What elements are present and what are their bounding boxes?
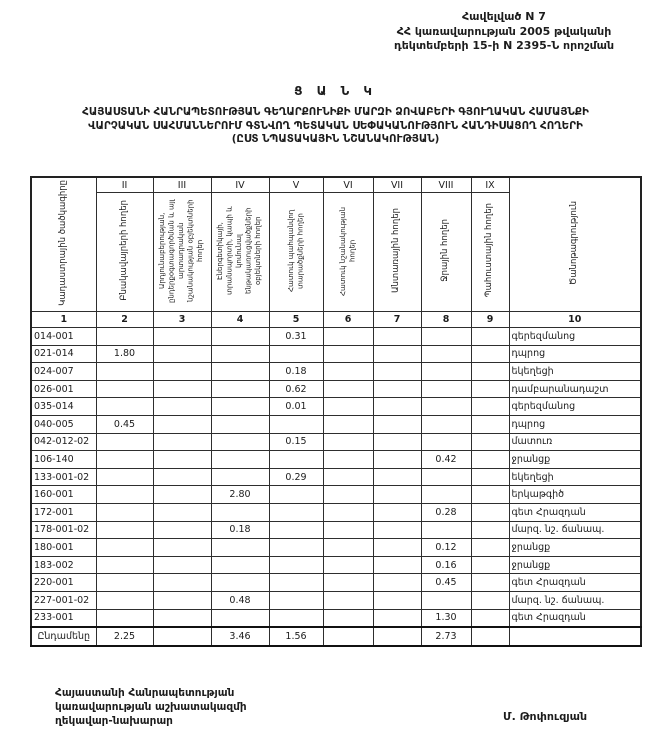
cadastral-code-cell: 133-001-02 [31,468,96,486]
roman-vii: VII [373,177,421,193]
decree-line: ՀՀ կառավարության 2005 թվականի [396,24,612,38]
value-cell-col-3 [153,363,211,381]
value-cell-col-2 [96,363,153,381]
value-cell-col-4 [211,574,269,592]
value-cell-col-6 [323,591,373,609]
value-cell-col-8: 0.12 [421,539,471,557]
value-cell-col-9 [471,433,509,451]
value-cell-col-4 [211,609,269,627]
note-header-label: Ծանոթագրություն [569,200,580,286]
cadastral-code-cell: 183-002 [31,556,96,574]
value-cell-col-9 [471,451,509,469]
value-cell-col-4 [211,539,269,557]
header-protected-lands: Հատուկ պահպանվող տարածքների հողեր [269,193,323,312]
note-cell: ջրանցք [509,451,641,469]
signatory-line-1: Հայաստանի Հանրապետության [55,687,235,699]
table-row [31,380,641,398]
header-reserve-lands: Պահուստային հողեր [471,193,509,312]
roman-iv: IV [211,177,269,193]
value-cell-col-2 [96,591,153,609]
value-cell-col-3 [153,503,211,521]
value-cell-col-9 [471,521,509,539]
col-num-3: 3 [153,312,211,328]
table-row [31,345,641,363]
value-cell-col-7 [373,556,421,574]
value-cell-col-6 [323,328,373,346]
note-cell: գետ Հրազդան [509,609,641,627]
roman-numeral-row [31,177,641,193]
signatory-title-block [55,686,247,729]
header-water-lands: Ջրային հողեր [421,193,471,312]
value-cell-col-9 [471,591,509,609]
col-num-10: 10 [509,312,641,328]
value-cell-col-2: 0.45 [96,415,153,433]
note-cell: ջրանցք [509,539,641,557]
header-special-purpose-lands: Հատուկ նշանակության հողեր [323,193,373,312]
table-row [31,363,641,381]
value-cell-col-5 [269,556,323,574]
header-note-column [509,177,641,312]
table-row [31,398,641,416]
value-cell-col-4 [211,556,269,574]
header-industrial-lands: Արդյունաբերության, ընդերքօգտագործման և այլ արտադրական նշանակության օբյեկտների հողեր [153,193,211,312]
cadastral-code-cell: 106-140 [31,451,96,469]
value-cell-col-4 [211,345,269,363]
value-cell-col-8: 0.45 [421,574,471,592]
value-cell-col-4 [211,503,269,521]
table-row [31,609,641,627]
note-cell: մարզ. նշ. ճանապ. [509,521,641,539]
note-cell: ջրանցք [509,556,641,574]
value-cell-col-2 [96,468,153,486]
value-cell-col-5: 0.18 [269,363,323,381]
value-cell-col-4: 3.46 [211,627,269,646]
value-cell-col-4 [211,380,269,398]
value-cell-col-5 [269,345,323,363]
value-cell-col-2 [96,574,153,592]
value-cell-col-2 [96,328,153,346]
value-cell-col-8 [421,345,471,363]
value-cell-col-3 [153,451,211,469]
value-cell-col-3 [153,521,211,539]
appendix-number: Հավելված N 7 [462,10,546,23]
table-row [31,415,641,433]
note-cell [509,627,641,646]
value-cell-col-3 [153,539,211,557]
table-row [31,556,641,574]
note-cell: եկեղեցի [509,363,641,381]
table-row [31,451,641,469]
value-cell-col-9 [471,556,509,574]
value-cell-col-6 [323,521,373,539]
table-row [31,574,641,592]
value-cell-col-2 [96,521,153,539]
document-title [12,84,659,147]
cadastral-code-cell: 227-001-02 [31,591,96,609]
note-cell: գետ Հրազդան [509,503,641,521]
value-cell-col-6 [323,398,373,416]
value-cell-col-6 [323,539,373,557]
value-cell-col-5 [269,574,323,592]
signatory-line-2: կառավարության աշխատակազմի [55,701,247,714]
value-cell-col-2 [96,451,153,469]
value-cell-col-3 [153,556,211,574]
value-cell-col-8 [421,328,471,346]
total-label-cell: Ընդամենը [31,627,96,646]
value-cell-col-8 [421,468,471,486]
note-cell: գետ Հրազդան [509,574,641,592]
value-cell-col-7 [373,468,421,486]
value-cell-col-6 [323,574,373,592]
cadastral-code-cell: 021-014 [31,345,96,363]
title-line-1: ՀԱՅԱՍՏԱՆԻ ՀԱՆՐԱՊԵՏՈՒԹՅԱՆ ԳԵՂԱՐՔՈՒՆԻՔԻ ՄԱՐԶԻ ՁՈՎԱԲԵՐԻ ԳՅՈՒՂԱԿԱՆ ՀԱՄԱՅՆՔԻ [82,106,589,118]
value-cell-col-4 [211,363,269,381]
title-line-3: (ԸՍՏ ՆՊԱՏԱԿԱՅԻՆ ՆՇԱՆԱԿՈՒԹՅԱՆ) [231,133,440,146]
value-cell-col-3 [153,627,211,646]
value-cell-col-2: 1.80 [96,345,153,363]
value-cell-col-6 [323,503,373,521]
cadastral-code-cell: 180-001 [31,539,96,557]
value-cell-col-6 [323,627,373,646]
cadastral-code-cell: 040-005 [31,415,96,433]
col-num-4: 4 [211,312,269,328]
value-cell-col-8 [421,398,471,416]
value-cell-col-6 [323,363,373,381]
signatory-line-3: ղեկավար-նախարար [55,715,173,728]
cadastral-code-cell: 014-001 [31,328,96,346]
roman-vi: VI [323,177,373,193]
note-cell: դպրոց [509,345,641,363]
cadastral-code-cell: 233-001 [31,609,96,627]
value-cell-col-9 [471,363,509,381]
table-row [31,328,641,346]
value-cell-col-9 [471,345,509,363]
cadastral-code-cell: 172-001 [31,503,96,521]
value-cell-col-3 [153,398,211,416]
value-cell-col-9 [471,609,509,627]
value-cell-col-5 [269,591,323,609]
value-cell-col-2 [96,398,153,416]
value-cell-col-6 [323,433,373,451]
col-num-5: 5 [269,312,323,328]
col-num-8: 8 [421,312,471,328]
value-cell-col-9 [471,328,509,346]
value-cell-col-2 [96,556,153,574]
value-cell-col-5 [269,486,323,504]
value-cell-col-2 [96,433,153,451]
value-cell-col-8 [421,486,471,504]
header-settlement-lands: Բնակավայրերի հողեր [96,193,153,312]
value-cell-col-9 [471,380,509,398]
value-cell-col-4: 0.48 [211,591,269,609]
col-num-7: 7 [373,312,421,328]
table-row [31,486,641,504]
value-cell-col-4 [211,398,269,416]
table-row [31,591,641,609]
appendix-reference [348,10,660,54]
value-cell-col-8: 1.30 [421,609,471,627]
value-cell-col-2 [96,486,153,504]
note-cell: մատուռ [509,433,641,451]
value-cell-col-3 [153,328,211,346]
value-cell-col-3 [153,574,211,592]
value-cell-col-8: 0.42 [421,451,471,469]
col-num-1: 1 [31,312,96,328]
value-cell-col-8 [421,415,471,433]
table-row [31,468,641,486]
value-cell-col-8 [421,521,471,539]
table-row [31,433,641,451]
value-cell-col-4 [211,468,269,486]
value-cell-col-7 [373,328,421,346]
value-cell-col-6 [323,556,373,574]
value-cell-col-5: 0.01 [269,398,323,416]
roman-ix: IX [471,177,509,193]
cadastral-code-cell: 026-001 [31,380,96,398]
col-num-6: 6 [323,312,373,328]
header-forest-lands: Անտառային հողեր [373,193,421,312]
col-num-2: 2 [96,312,153,328]
value-cell-col-2 [96,503,153,521]
cadastral-code-cell: 178-001-02 [31,521,96,539]
table-row [31,521,641,539]
value-cell-col-6 [323,486,373,504]
value-cell-col-3 [153,468,211,486]
value-cell-col-2 [96,539,153,557]
value-cell-col-8 [421,433,471,451]
table-total-row [31,627,641,646]
value-cell-col-9 [471,503,509,521]
value-cell-col-7 [373,591,421,609]
value-cell-col-7 [373,380,421,398]
note-cell: գերեզմանոց [509,398,641,416]
value-cell-col-9 [471,539,509,557]
value-cell-col-5 [269,521,323,539]
value-cell-col-6 [323,468,373,486]
cadastral-code-cell: 220-001 [31,574,96,592]
value-cell-col-7 [373,345,421,363]
value-cell-col-6 [323,451,373,469]
value-cell-col-8 [421,591,471,609]
land-table [30,176,642,647]
value-cell-col-7 [373,451,421,469]
signature-name: Մ. Թոփուզյան [503,710,588,723]
value-cell-col-5 [269,609,323,627]
table-row [31,503,641,521]
value-cell-col-3 [153,415,211,433]
value-cell-col-8 [421,380,471,398]
title-line-2: ՎԱՐՉԱԿԱՆ ՍԱՀՄԱՆՆԵՐՈՒՄ ԳՏՆՎՈՂ ՊԵՏԱԿԱՆ ՍԵՓԱԿԱՆՈՒԹՅՈՒՆ ՀԱՆԴԻՍԱՑՈՂ ՀՈՂԵՐԻ [88,119,583,132]
value-cell-col-5: 0.62 [269,380,323,398]
value-cell-col-3 [153,609,211,627]
value-cell-col-9 [471,468,509,486]
value-cell-col-5: 0.29 [269,468,323,486]
value-cell-col-7 [373,609,421,627]
note-cell: մարզ. նշ. ճանապ. [509,591,641,609]
value-cell-col-6 [323,380,373,398]
decree-date: դեկտեմբերի 15-ի N 2395-Ն որոշման [393,39,615,53]
value-cell-col-7 [373,486,421,504]
value-cell-col-5 [269,503,323,521]
value-cell-col-4 [211,451,269,469]
value-cell-col-9 [471,627,509,646]
value-cell-col-7 [373,398,421,416]
value-cell-col-4: 0.18 [211,521,269,539]
value-cell-col-9 [471,415,509,433]
note-cell: եկեղեցի [509,468,641,486]
value-cell-col-9 [471,486,509,504]
roman-iii: III [153,177,211,193]
value-cell-col-7 [373,627,421,646]
value-cell-col-7 [373,503,421,521]
value-cell-col-4: 2.80 [211,486,269,504]
title-word-list: Ց Ա Ն Կ [294,84,377,98]
col-num-9: 9 [471,312,509,328]
value-cell-col-6 [323,609,373,627]
value-cell-col-5 [269,415,323,433]
value-cell-col-4 [211,328,269,346]
header-infrastructure-lands: Էներգետիկայի, տրանսպորտի, կապի և կոմունալ ենթակառուցվածքների օբյեկտների հողեր [211,193,269,312]
value-cell-col-2 [96,380,153,398]
value-cell-col-3 [153,486,211,504]
note-cell: դպրոց [509,415,641,433]
value-cell-col-8 [421,363,471,381]
header-cadastral-code [31,177,96,312]
cadastral-code-cell: 035-014 [31,398,96,416]
column-number-row [31,312,641,328]
table-body [31,328,641,646]
roman-viii: VIII [421,177,471,193]
note-cell: դամբարանադաշտ [509,380,641,398]
value-cell-col-4 [211,415,269,433]
value-cell-col-7 [373,363,421,381]
value-cell-col-4 [211,433,269,451]
value-cell-col-9 [471,398,509,416]
value-cell-col-5 [269,451,323,469]
value-cell-col-2 [96,609,153,627]
cadastral-code-cell: 160-001 [31,486,96,504]
value-cell-col-7 [373,415,421,433]
value-cell-col-2: 2.25 [96,627,153,646]
value-cell-col-7 [373,539,421,557]
value-cell-col-6 [323,415,373,433]
note-cell: գերեզմանոց [509,328,641,346]
value-cell-col-3 [153,433,211,451]
value-cell-col-5 [269,539,323,557]
value-cell-col-6 [323,345,373,363]
table-row [31,539,641,557]
note-cell: երկաթգիծ [509,486,641,504]
value-cell-col-5: 0.15 [269,433,323,451]
value-cell-col-3 [153,380,211,398]
value-cell-col-7 [373,433,421,451]
value-cell-col-3 [153,591,211,609]
value-cell-col-7 [373,574,421,592]
value-cell-col-3 [153,345,211,363]
value-cell-col-8: 0.16 [421,556,471,574]
roman-v: V [269,177,323,193]
cadastral-code-cell: 042-012-02 [31,433,96,451]
value-cell-col-8: 0.28 [421,503,471,521]
value-cell-col-9 [471,574,509,592]
cadastral-code-cell: 024-007 [31,363,96,381]
value-cell-col-5: 1.56 [269,627,323,646]
value-cell-col-7 [373,521,421,539]
cadastral-code-header-label: Կադաստրային ծածկագիրը [58,180,69,306]
value-cell-col-5: 0.31 [269,328,323,346]
value-cell-col-8: 2.73 [421,627,471,646]
roman-ii: II [96,177,153,193]
